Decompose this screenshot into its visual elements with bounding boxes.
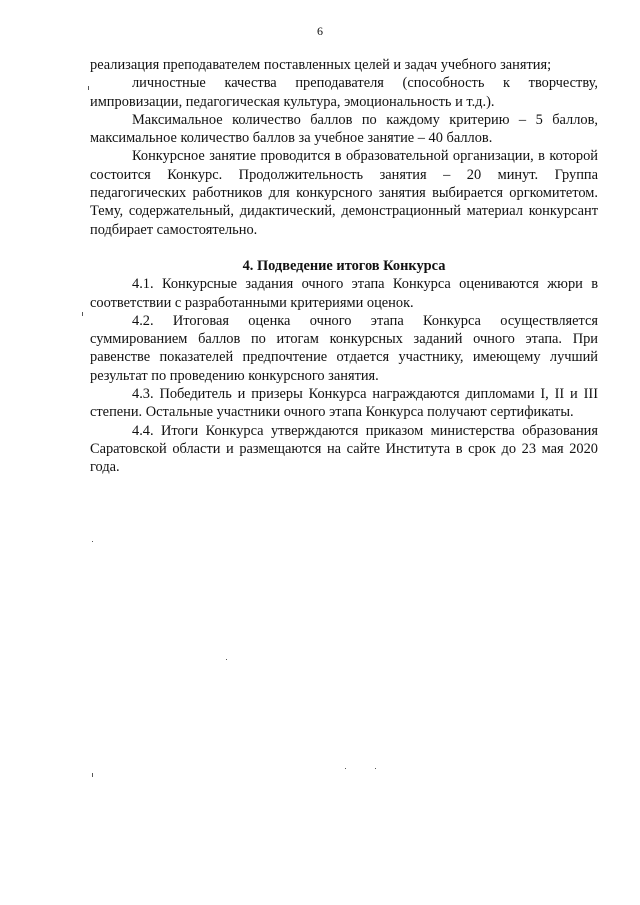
section-4-item-2: 4.2. Итоговая оценка очного этапа Конкурса осуществляется суммированием баллов по итогам конкурсных заданий очного этапа. При равенстве показателей предпочтение отдается участнику, имеющему лучший результат по проведению конкурсного занятия. — [90, 312, 598, 384]
section-4-item-4: 4.4. Итоги Конкурса утверждаются приказом министерства образования Саратовской области и размещаются на сайте Института в срок до 23 мая 2020 года. — [90, 422, 598, 476]
paragraph-personal-qualities: личностные качества преподавателя (способность к творчеству, импровизации, педагогическая культура, эмоциональность и т.д.). — [90, 75, 598, 110]
paragraph-max-score: Максимальное количество баллов по каждому критерию – 5 баллов, максимальное количество баллов за учебное занятие – 40 баллов. — [90, 111, 598, 147]
section-4-item-1: 4.1. Конкурсные задания очного этапа Конкурса оцениваются жюри в соответствии с разработанными критериями оценок. — [90, 276, 598, 311]
scan-speck — [92, 541, 93, 542]
section-4-item-3: 4.3. Победитель и призеры Конкурса награждаются дипломами I, II и III степени. Остальные участники очного этапа Конкурса получают сертификаты. — [90, 386, 598, 421]
scan-speck — [375, 768, 376, 769]
scan-speck — [345, 768, 346, 769]
scan-speck — [226, 659, 227, 660]
scan-speck — [82, 312, 83, 316]
page-number: 6 — [317, 24, 323, 38]
document-body — [90, 56, 598, 477]
paragraph-competition-lesson: Конкурсное занятие проводится в образовательной организации, в которой состоится Конкурс. Продолжительность занятия – 20 минут. Группа педагогических работников для конкурсного занятия выбирается оргкомитетом. Тему, содержательный, дидактический, демонстрационный материал конкурсант подбирает самостоятельно. — [90, 148, 598, 238]
section-4-heading: 4. Подведение итогов Конкурса — [242, 257, 446, 274]
scan-speck — [88, 86, 89, 90]
paragraph-goal-realization: реализация преподавателем поставленных целей и задач учебного занятия; — [90, 57, 552, 73]
scan-speck — [92, 773, 93, 777]
